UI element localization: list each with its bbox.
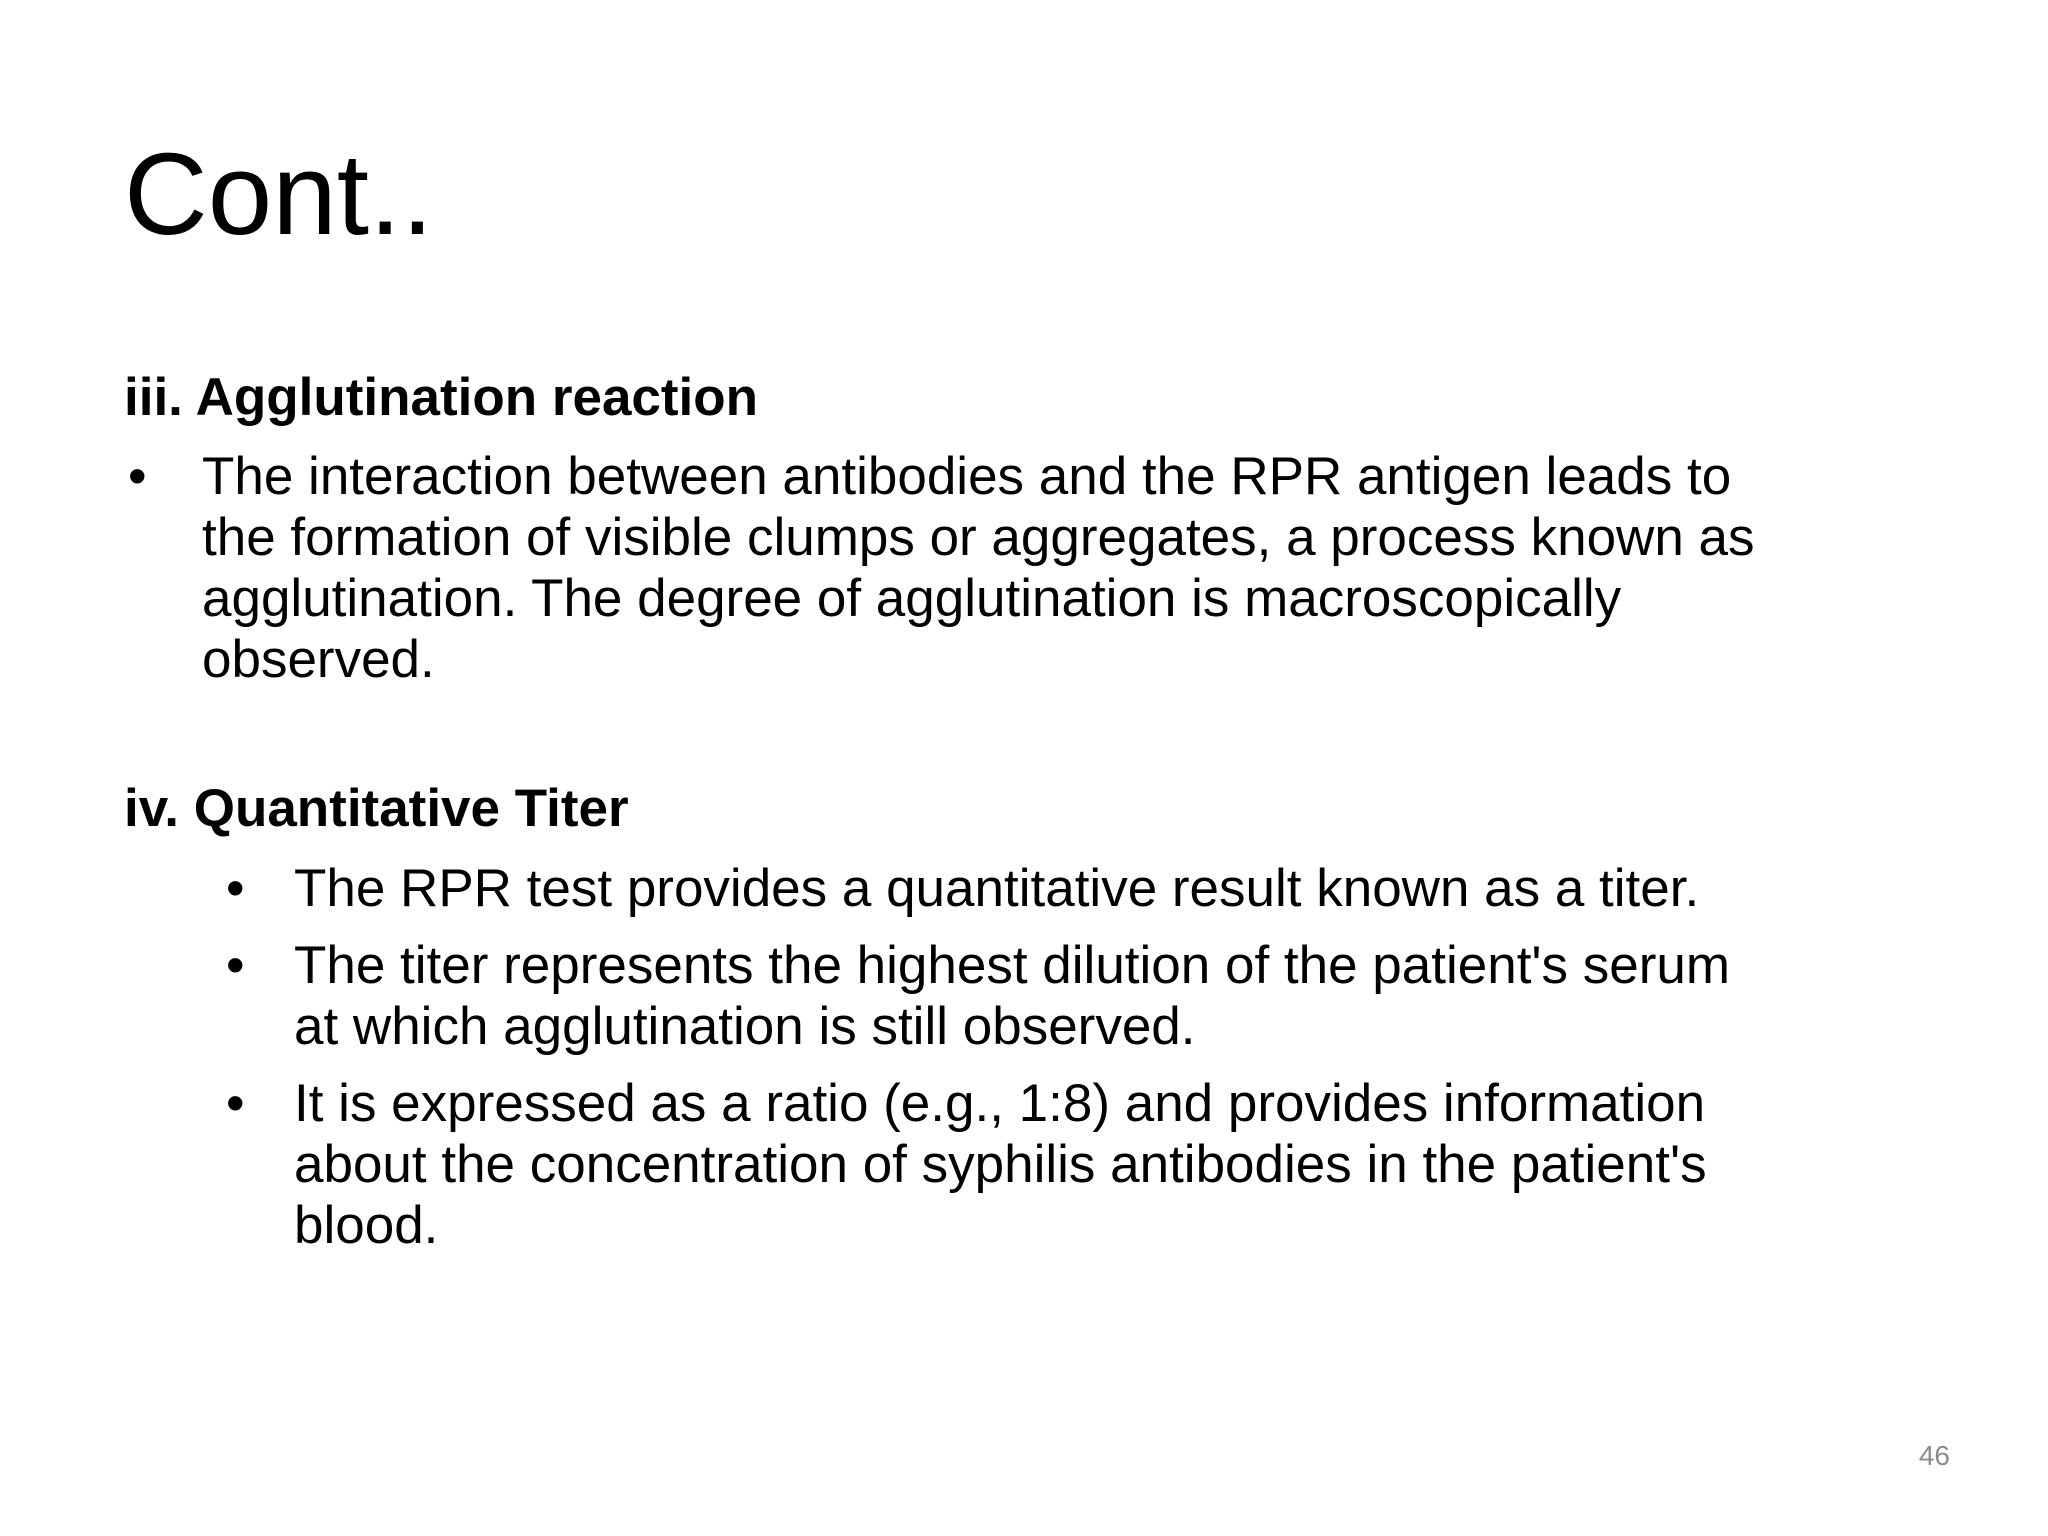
bullet-text-line: the formation of visible clumps or aggregates, a process known as bbox=[202, 508, 1755, 567]
section-heading-quantitative-titer: iv. Quantitative Titer bbox=[124, 779, 629, 838]
bullet-text-line: about the concentration of syphilis antibodies in the patient's bbox=[294, 1135, 1707, 1194]
bullet-text-line: It is expressed as a ratio (e.g., 1:8) and provides information bbox=[294, 1074, 1706, 1133]
bullet-item bbox=[222, 935, 1942, 1057]
bullet-text bbox=[202, 446, 1902, 690]
bullet-item bbox=[222, 858, 1942, 919]
bullet-text-line: The interaction between antibodies and the RPR antigen leads to bbox=[202, 447, 1732, 506]
bullet-text-line: blood. bbox=[294, 1196, 439, 1255]
page-number: 46 bbox=[1918, 1440, 1950, 1471]
bullet-marker: • bbox=[226, 859, 245, 918]
bullet-marker: • bbox=[226, 936, 245, 995]
bullet-marker: • bbox=[226, 1074, 245, 1133]
bullet-text bbox=[294, 1073, 1934, 1256]
bullet-text bbox=[294, 858, 1934, 919]
bullet-marker: • bbox=[128, 447, 147, 506]
slide-title: Cont.. bbox=[124, 129, 434, 259]
bullet-text-line: The titer represents the highest dilution of the patient's serum bbox=[294, 936, 1731, 995]
bullet-item bbox=[124, 446, 1924, 690]
bullet-text-line: observed. bbox=[202, 630, 435, 689]
bullet-text-line: The RPR test provides a quantitative result known as a titer. bbox=[294, 859, 1700, 918]
section-heading-agglutination: iii. Agglutination reaction bbox=[124, 368, 759, 427]
bullet-text-line: agglutination. The degree of agglutination is macroscopically bbox=[202, 569, 1622, 628]
bullet-item bbox=[222, 1073, 1942, 1256]
bullet-text bbox=[294, 935, 1934, 1057]
bullet-text-line: at which agglutination is still observed. bbox=[294, 997, 1196, 1056]
